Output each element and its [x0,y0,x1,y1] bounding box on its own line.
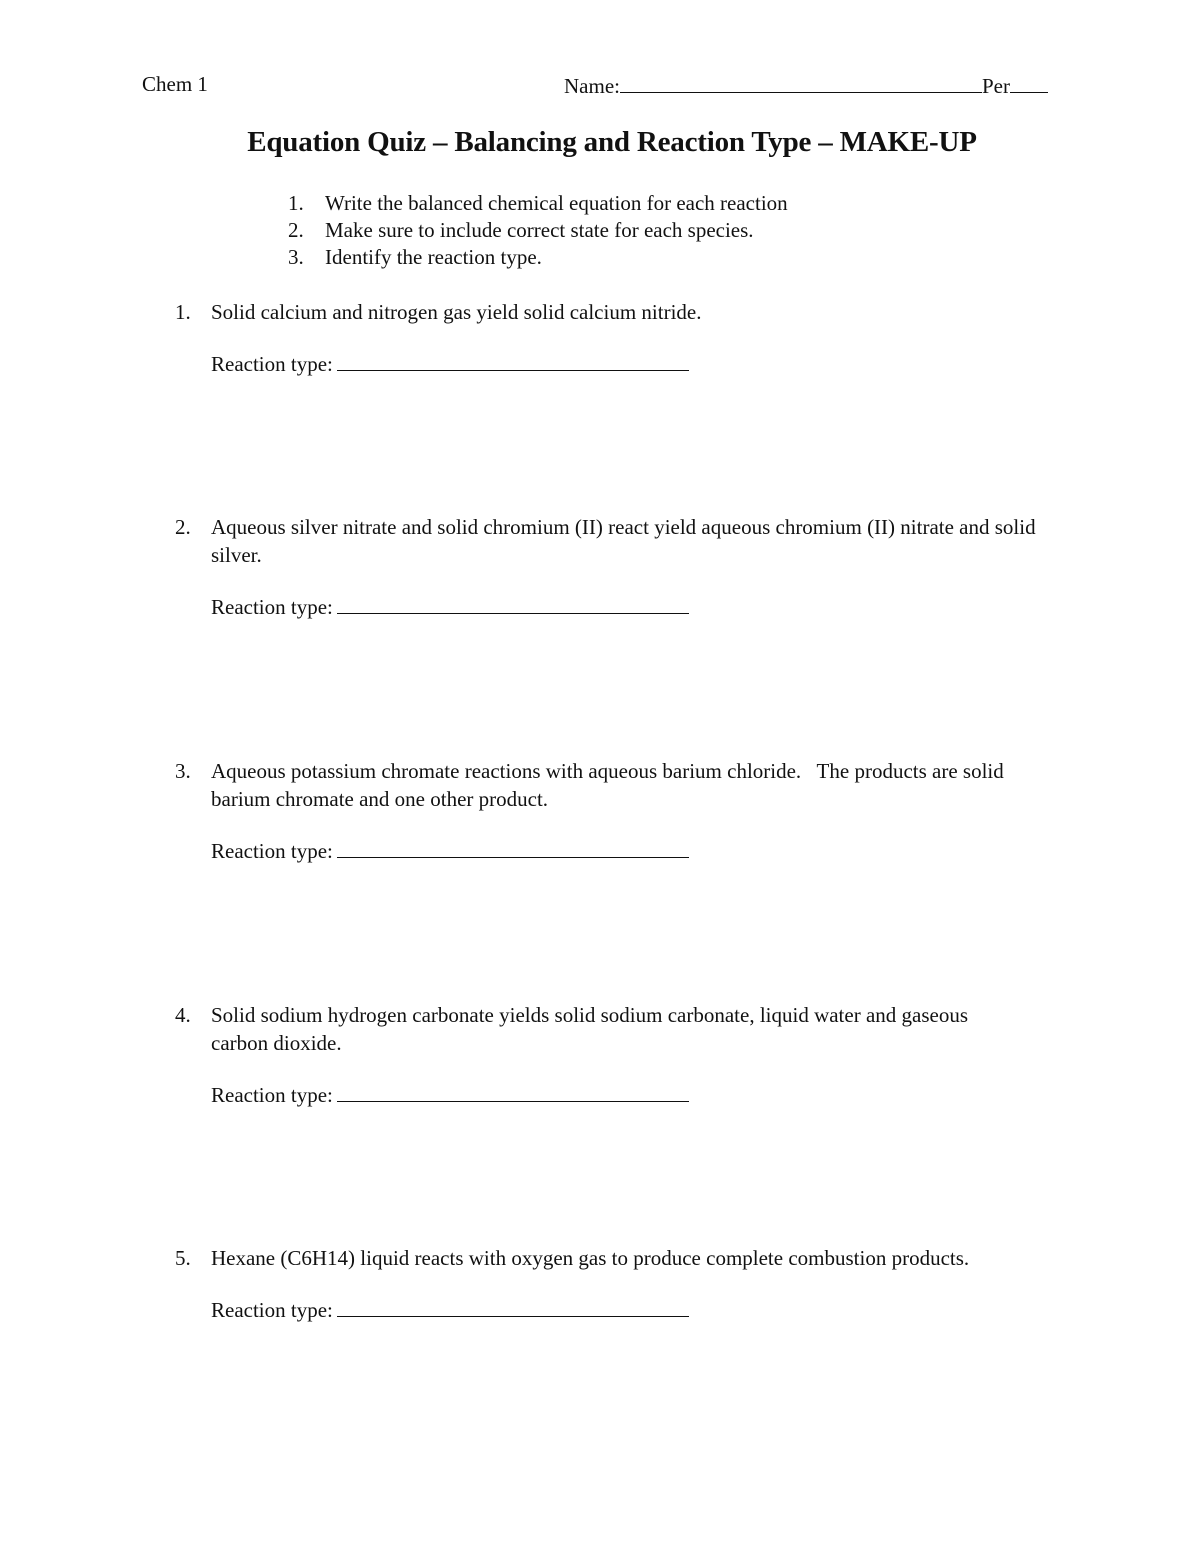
reaction-type-label: Reaction type: [211,1298,333,1322]
question-text: Aqueous silver nitrate and solid chromium (II) react yield aqueous chromium (II) nitrate and solid silver. [211,515,1036,567]
question-number: 3. [175,759,191,783]
question-text: Solid calcium and nitrogen gas yield solid calcium nitride. [211,300,702,324]
instruction-text: Make sure to include correct state for each species. [325,218,754,242]
reaction-type-row [211,350,1075,378]
page-title: Equation Quiz – Balancing and Reaction Type – MAKE-UP [247,126,977,158]
instruction-text: Write the balanced chemical equation for each reaction [325,191,788,215]
instruction-item [288,244,788,271]
question-5 [175,1244,1075,1324]
instruction-text: Identify the reaction type. [325,245,542,269]
reaction-type-label: Reaction type: [211,595,333,619]
question-text: Solid sodium hydrogen carbonate yields solid sodium carbonate, liquid water and gaseous carbon dioxide. [211,1003,969,1055]
reaction-type-row [211,593,1075,621]
reaction-type-answer-line[interactable] [337,593,689,614]
question-4 [175,1001,1075,1109]
period-label: Per [981,74,1010,98]
instruction-item [288,217,788,244]
name-label: Name: [564,74,620,98]
question-number: 2. [175,515,191,539]
question-number: 5. [175,1246,191,1270]
question-number: 1. [175,300,191,324]
name-period-block [564,72,1048,99]
reaction-type-label: Reaction type: [211,1083,333,1107]
instruction-item [288,190,788,217]
period-blank[interactable] [1010,72,1048,93]
question-1 [175,298,1075,378]
reaction-type-answer-line[interactable] [337,1081,689,1102]
instruction-number: 1. [288,191,304,215]
name-blank[interactable] [620,72,982,93]
question-3 [175,757,1075,865]
instruction-number: 2. [288,218,304,242]
question-number: 4. [175,1003,191,1027]
reaction-type-label: Reaction type: [211,352,333,376]
header [142,72,1062,100]
reaction-type-row [211,837,1075,865]
question-text: Aqueous potassium chromate reactions with aqueous barium chloride. The products are solid barium chromate and one other product. [211,759,1009,811]
reaction-type-row [211,1296,1075,1324]
question-2 [175,513,1075,621]
reaction-type-answer-line[interactable] [337,350,689,371]
reaction-type-label: Reaction type: [211,839,333,863]
course-label: Chem 1 [142,72,208,96]
question-text: Hexane (C6H14) liquid reacts with oxygen gas to produce complete combustion products. [211,1246,970,1270]
reaction-type-answer-line[interactable] [337,1296,689,1317]
instruction-number: 3. [288,245,304,269]
reaction-type-answer-line[interactable] [337,837,689,858]
instructions-list [288,190,788,271]
reaction-type-row [211,1081,1075,1109]
